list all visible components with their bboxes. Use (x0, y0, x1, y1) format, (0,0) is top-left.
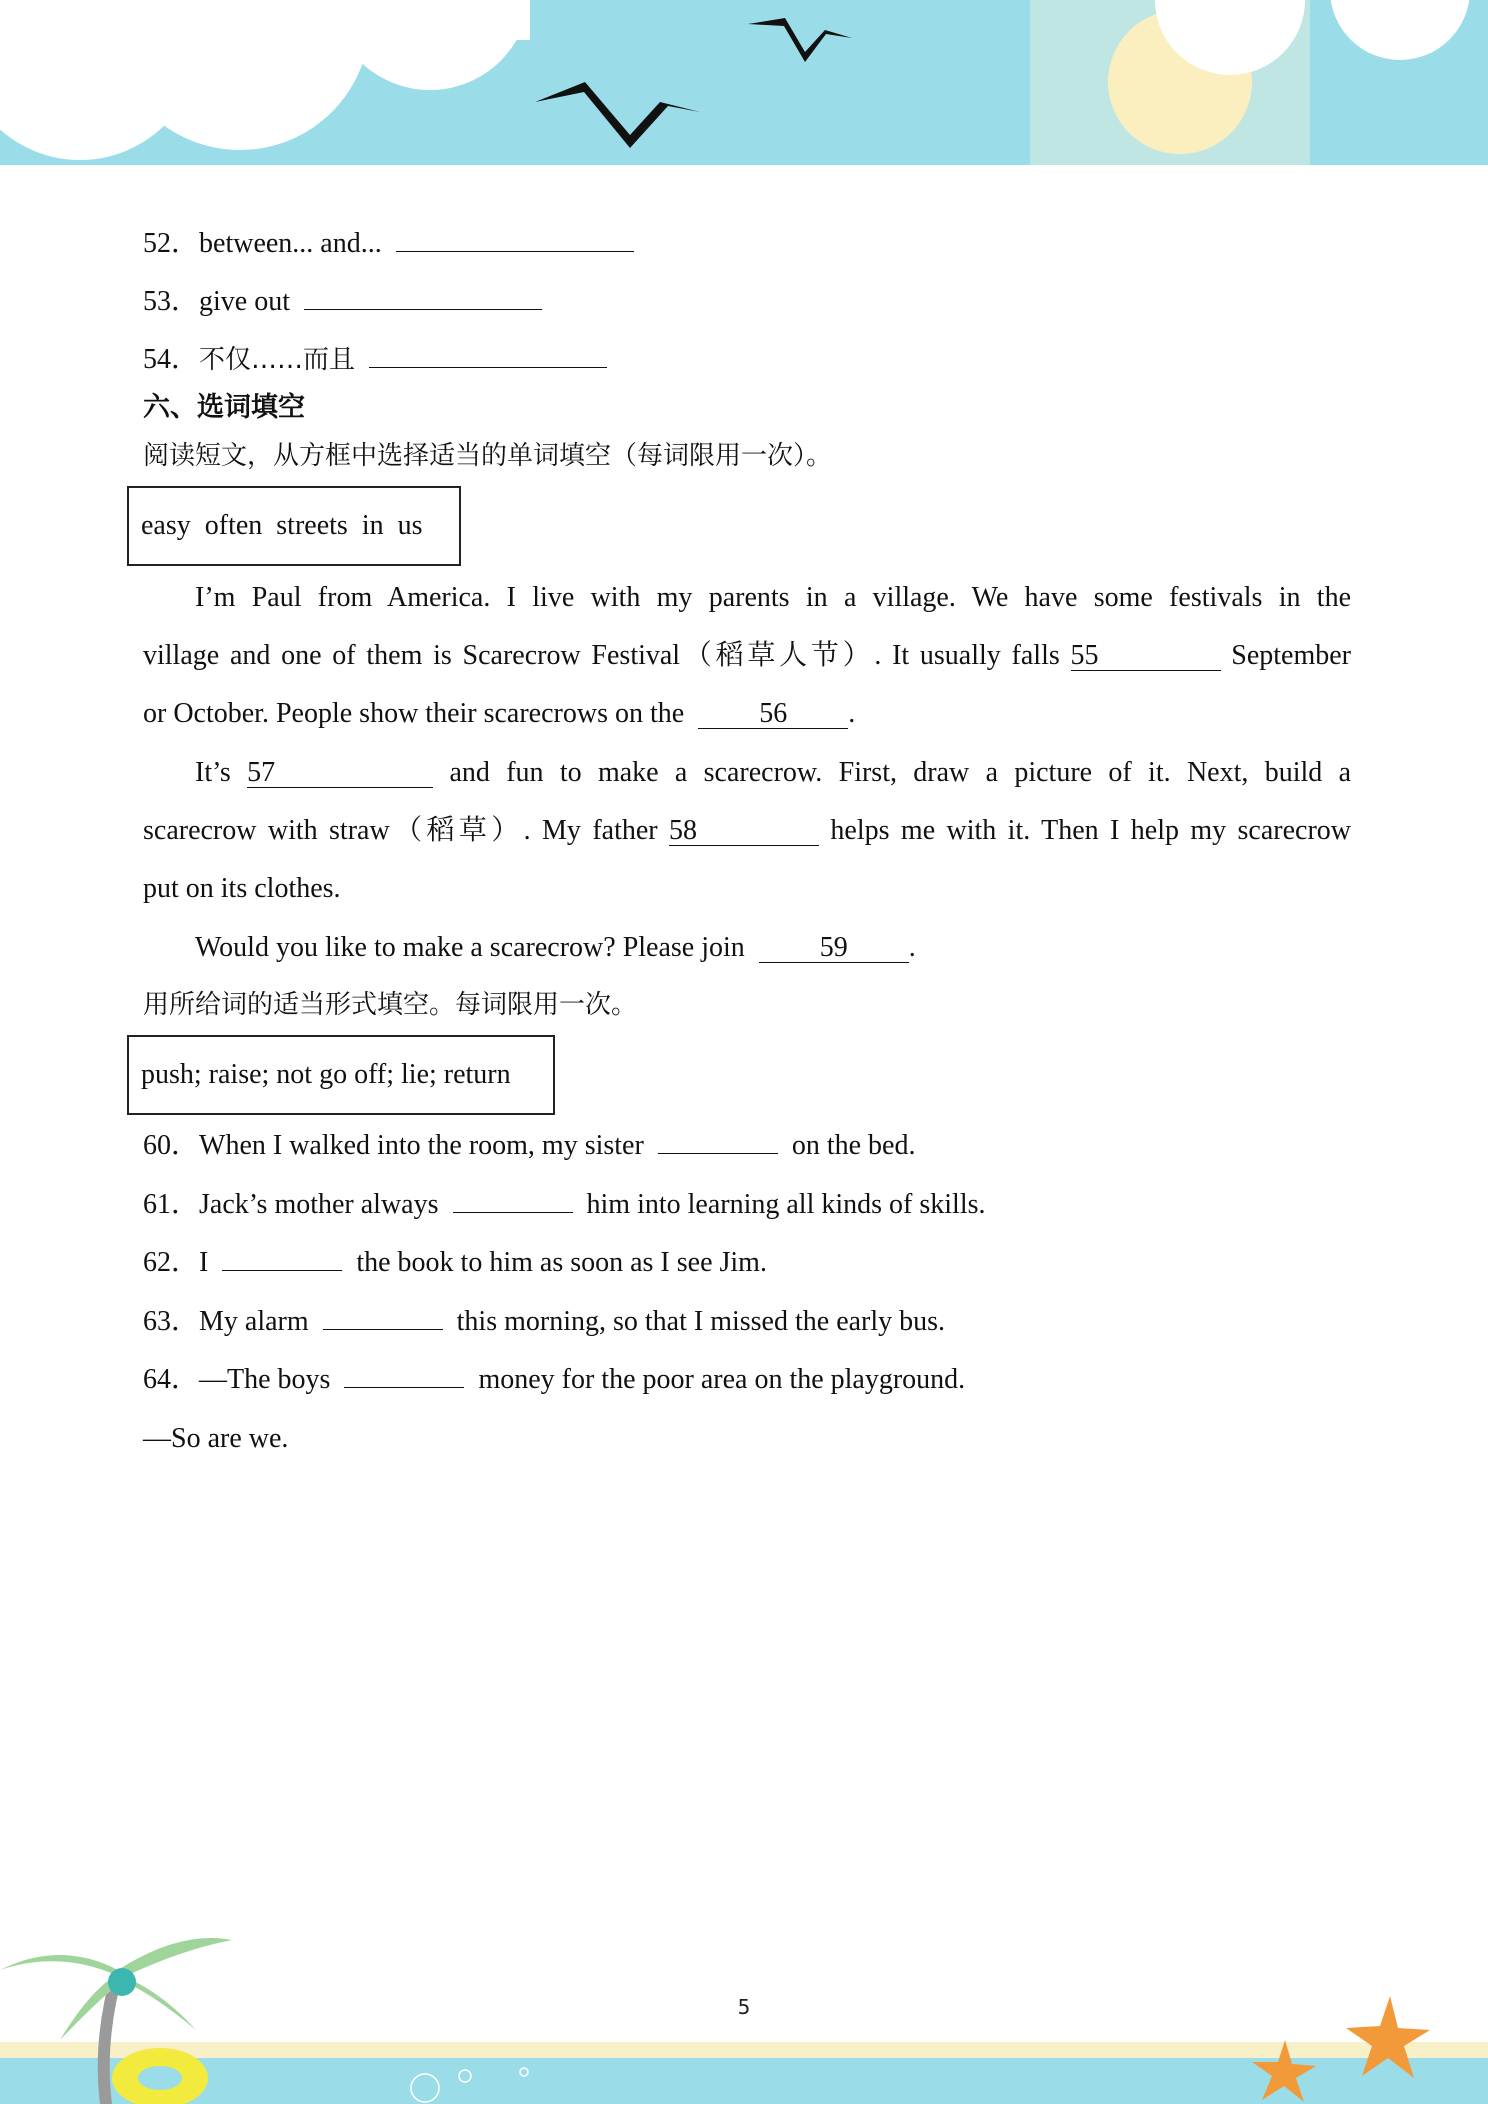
blank-58[interactable]: 58 (669, 817, 819, 846)
answer-blank[interactable] (658, 1153, 778, 1154)
section-instruction: 阅读短文，从方框中选择适当的单词填空（每词限用一次）。 (143, 441, 833, 471)
blank-57[interactable]: 57 (247, 759, 433, 788)
word-box: easy often streets in us (127, 486, 461, 566)
blank-56[interactable]: 56 (698, 700, 848, 729)
sky-banner (0, 0, 1488, 170)
passage-line: Would you like to make a scarecrow? Please join 59 . (195, 932, 916, 963)
passage-line: It’s 57 and fun to make a scarecrow. First, draw a picture of it. Next, build a (195, 757, 1352, 788)
section-instruction: 用所给词的适当形式填空。每词限用一次。 (143, 990, 638, 1020)
answer-blank[interactable] (396, 251, 634, 252)
blank-55[interactable]: 55 (1071, 642, 1221, 671)
answer-blank[interactable] (222, 1270, 342, 1271)
passage-line: scarecrow with straw（稻草）. My father 58 helps me with it. Then I help my scarecrow (143, 815, 1352, 846)
passage-line: put on its clothes. (143, 873, 341, 904)
answer-blank[interactable] (304, 309, 542, 310)
word-box: push; raise; not go off; lie; return (127, 1035, 555, 1115)
passage-line: I’m Paul from America. I live with my parents in a village. We have some festivals in the (195, 582, 1351, 613)
passage-line: or October. People show their scarecrows on the 56 . (143, 698, 856, 729)
question-52: 52．between... and... (143, 227, 634, 261)
question-60: 60．When I walked into the room, my sister on the bed. (143, 1130, 916, 1161)
blank-59[interactable]: 59 (759, 934, 909, 963)
question-64: 64．—The boys money for the poor area on the playground. (143, 1364, 966, 1395)
answer-blank[interactable] (323, 1329, 443, 1330)
page-number: 5 (737, 1995, 751, 2019)
passage-line: village and one of them is Scarecrow Festival（稻草人节）. It usually falls 55 September (143, 640, 1352, 671)
answer-blank[interactable] (453, 1212, 573, 1213)
answer-blank[interactable] (344, 1387, 464, 1388)
question-61: 61．Jack’s mother always him into learning all kinds of skills. (143, 1189, 986, 1220)
reply-line: —So are we. (143, 1423, 289, 1454)
question-53: 53．give out (143, 285, 542, 319)
section-heading: 六、选词填空 (143, 392, 305, 423)
question-54: 54．不仅……而且 (143, 343, 607, 377)
question-63: 63．My alarm this morning, so that I missed the early bus. (143, 1306, 946, 1337)
beach-banner (0, 1930, 1488, 2104)
question-62: 62．I the book to him as soon as I see Jim. (143, 1247, 767, 1278)
answer-blank[interactable] (369, 367, 607, 368)
